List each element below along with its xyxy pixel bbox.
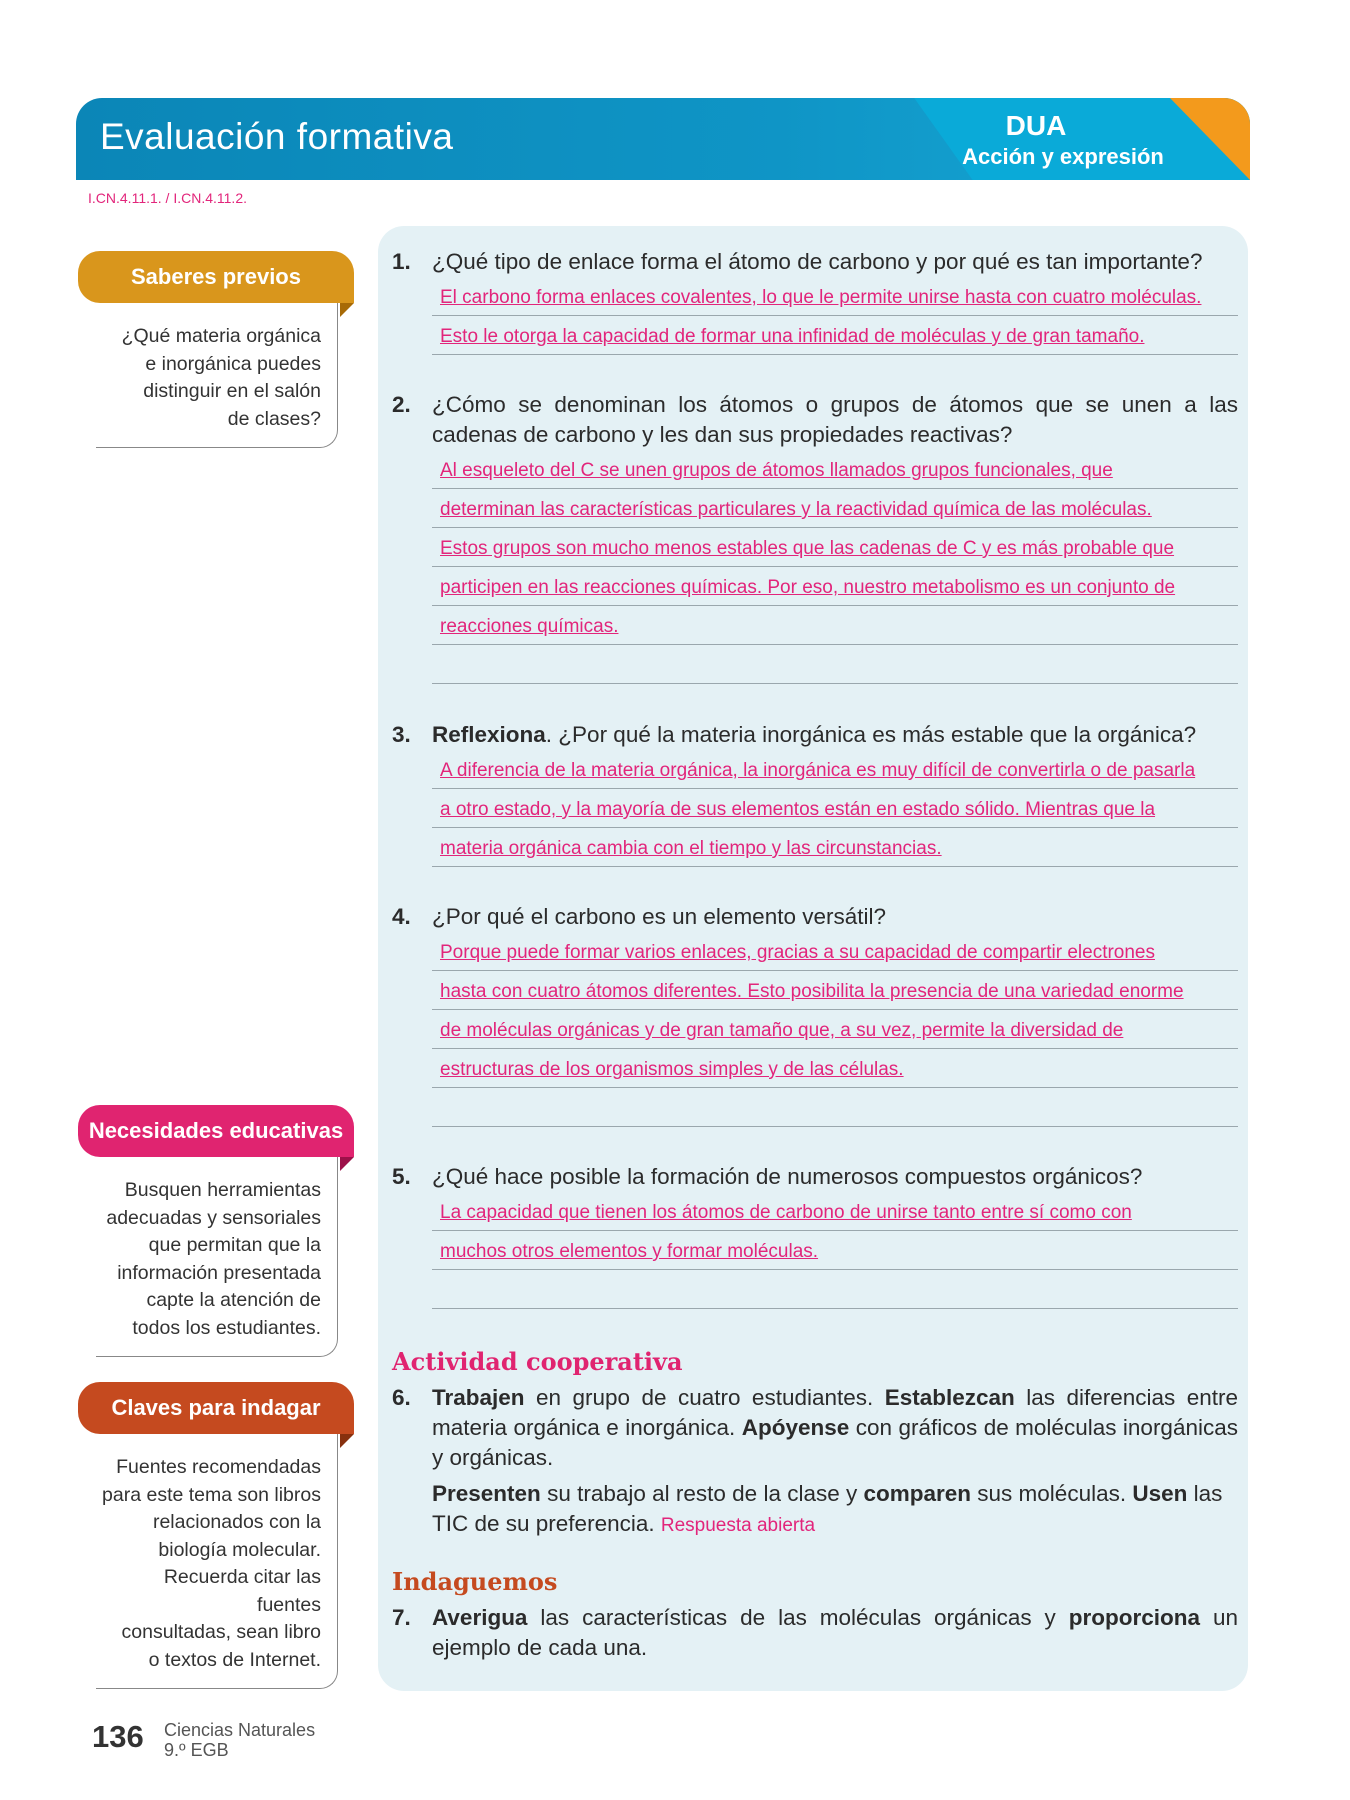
answer-line[interactable]: A diferencia de la materia orgánica, la inorgánica es muy difícil de convertirla o de pasarla — [432, 750, 1238, 789]
question-text — [432, 1383, 1238, 1473]
answer-lines — [432, 277, 1238, 355]
indent — [392, 1479, 432, 1541]
keyword: Trabajen — [432, 1385, 525, 1410]
answer-line[interactable] — [432, 1088, 1238, 1127]
answer-line[interactable]: de moléculas orgánicas y de gran tamaño que, a su vez, permite la diversidad de — [432, 1010, 1238, 1049]
text-run: su trabajo al resto de la clase y — [540, 1481, 864, 1506]
question-text — [432, 720, 1238, 750]
keyword: Presenten — [432, 1481, 541, 1506]
question-4 — [392, 902, 1238, 1127]
question-number: 2. — [392, 392, 411, 417]
keyword: Usen — [1132, 1481, 1188, 1506]
question-text: ¿Qué hace posible la formación de numerosos compuestos orgánicos? — [432, 1164, 1143, 1189]
question-7 — [392, 1603, 1238, 1663]
question-text: ¿Qué tipo de enlace forma el átomo de carbono y por qué es tan importante? — [432, 249, 1203, 274]
claves-box — [78, 1382, 354, 1689]
answer-line[interactable]: reacciones químicas. — [432, 606, 1238, 645]
question-6 — [392, 1383, 1238, 1541]
answer-line[interactable]: La capacidad que tienen los átomos de carbono de unirse tanto entre sí como con — [432, 1192, 1238, 1231]
subject-name: Ciencias Naturales — [164, 1720, 316, 1740]
page-title: Evaluación formativa — [100, 116, 454, 157]
answer-line[interactable]: Porque puede formar varios enlaces, gracias a su capacidad de compartir electrones — [432, 932, 1238, 971]
question-text: ¿Por qué el carbono es un elemento versátil? — [432, 904, 887, 929]
claves-line: consultadas, sean libro — [121, 1621, 321, 1643]
question-text — [432, 1603, 1238, 1663]
page-number: 136 — [92, 1719, 144, 1754]
answer-lines — [432, 450, 1238, 684]
necesidades-line: todos los estudiantes. — [132, 1316, 321, 1339]
question-2 — [392, 390, 1238, 684]
question-text-rest: . ¿Por qué la materia inorgánica es más estable que la orgánica? — [545, 722, 1197, 747]
saberes-line: ¿Qué materia orgánica — [121, 325, 321, 347]
answer-line[interactable]: Esto le otorga la capacidad de formar una infinidad de moléculas y de gran tamaño. — [432, 316, 1238, 355]
answer-line[interactable]: El carbono forma enlaces covalentes, lo que le permite unirse hasta con cuatro moléculas. — [432, 277, 1238, 316]
necesidades-body — [96, 1157, 338, 1357]
question-text: ¿Cómo se denominan los átomos o grupos de átomos que se unen a las cadenas de carbono y les dan sus propiedades reactivas? — [432, 392, 1238, 447]
indicator-code: I.CN.4.11.1. / I.CN.4.11.2. — [88, 190, 247, 206]
footer-subject — [164, 1720, 315, 1760]
answer-line[interactable]: materia orgánica cambia con el tiempo y las circunstancias. — [432, 828, 1238, 867]
text-run: en grupo de cuatro estudiantes. — [524, 1385, 885, 1410]
necesidades-box — [78, 1105, 354, 1357]
answer-lines — [432, 1192, 1238, 1309]
answer-line[interactable]: muchos otros elementos y formar moléculas. — [432, 1231, 1238, 1270]
necesidades-line: información presentada — [117, 1261, 321, 1284]
answer-line[interactable]: Al esqueleto del C se unen grupos de átomos llamados grupos funcionales, que — [432, 450, 1238, 489]
saberes-body — [96, 303, 338, 448]
dua-subtitle: Acción y expresión — [962, 144, 1164, 169]
grade-name: 9.º EGB — [164, 1740, 229, 1760]
answer-line[interactable]: hasta con cuatro átomos diferentes. Esto posibilita la presencia de una variedad enorme — [432, 971, 1238, 1010]
question-5 — [392, 1162, 1238, 1309]
saberes-line: de clases? — [227, 407, 321, 430]
open-answer-note: Respuesta abierta — [660, 1515, 816, 1536]
text-run: un ejemplo de cada una. — [432, 1605, 1238, 1660]
answer-line[interactable]: Estos grupos son mucho menos estables que las cadenas de C y es más probable que — [432, 528, 1238, 567]
answer-line[interactable]: participen en las reacciones químicas. Por eso, nuestro metabolismo es un conjunto de — [432, 567, 1238, 606]
claves-title: Claves para indagar — [78, 1382, 354, 1434]
question-number: 5. — [392, 1164, 411, 1189]
necesidades-line: adecuadas y sensoriales — [106, 1206, 321, 1229]
text-run: las diferencias entre materia orgánica e inorgánica. — [432, 1385, 1239, 1440]
text-run: con gráficos de moléculas inorgánicas y orgánicas. — [432, 1415, 1238, 1470]
claves-line: o textos de Internet. — [148, 1648, 321, 1671]
claves-line: Fuentes recomendadas — [116, 1456, 321, 1478]
text-run: las características de las moléculas orgánicas y — [527, 1605, 1069, 1630]
necesidades-line: capte la atención de — [146, 1289, 321, 1311]
answer-line[interactable]: determinan las características particulares y la reactividad química de las moléculas. — [432, 489, 1238, 528]
question-number: 6. — [392, 1385, 411, 1410]
question-number: 1. — [392, 249, 411, 274]
question-keyword: Reflexiona — [432, 722, 546, 747]
question-number: 3. — [392, 722, 411, 747]
necesidades-title: Necesidades educativas — [78, 1105, 354, 1157]
saberes-title: Saberes previos — [78, 251, 354, 303]
text-run: sus moléculas. — [971, 1481, 1133, 1506]
question-number: 4. — [392, 904, 411, 929]
claves-line: Recuerda citar las fuentes — [163, 1566, 321, 1616]
keyword: comparen — [863, 1481, 972, 1506]
question-1 — [392, 247, 1238, 355]
question-text — [432, 1479, 1238, 1541]
keyword: Apóyense — [741, 1415, 850, 1440]
claves-line: relacionados con la — [152, 1511, 321, 1533]
answer-line[interactable] — [432, 1270, 1238, 1309]
claves-body — [96, 1434, 338, 1689]
necesidades-line: Busquen herramientas — [124, 1179, 321, 1201]
question-3 — [392, 720, 1238, 867]
answer-line[interactable]: a otro estado, y la mayoría de sus elementos están en estado sólido. Mientras que la — [432, 789, 1238, 828]
question-number: 7. — [392, 1605, 411, 1630]
answer-line[interactable] — [432, 645, 1238, 684]
claves-line: para este tema son libros — [102, 1483, 321, 1506]
text-run: las TIC de su preferencia. — [432, 1481, 1223, 1536]
header-banner — [76, 98, 1250, 180]
answer-lines — [432, 932, 1238, 1127]
keyword: Averigua — [432, 1605, 528, 1630]
saberes-box — [78, 251, 354, 448]
saberes-line: e inorgánica puedes — [145, 352, 321, 375]
saberes-line: distinguir en el salón — [143, 380, 321, 402]
claves-line: biología molecular. — [158, 1538, 321, 1561]
answer-line[interactable]: estructuras de los organismos simples y de las células. — [432, 1049, 1238, 1088]
necesidades-line: que permitan que la — [148, 1234, 321, 1256]
answer-lines — [432, 750, 1238, 867]
keyword: proporciona — [1068, 1605, 1201, 1630]
keyword: Establezcan — [884, 1385, 1015, 1410]
indaguemos-title: Indaguemos — [392, 1567, 558, 1596]
dua-title: DUA — [1005, 110, 1067, 141]
cooperative-title: Actividad cooperativa — [392, 1347, 683, 1376]
